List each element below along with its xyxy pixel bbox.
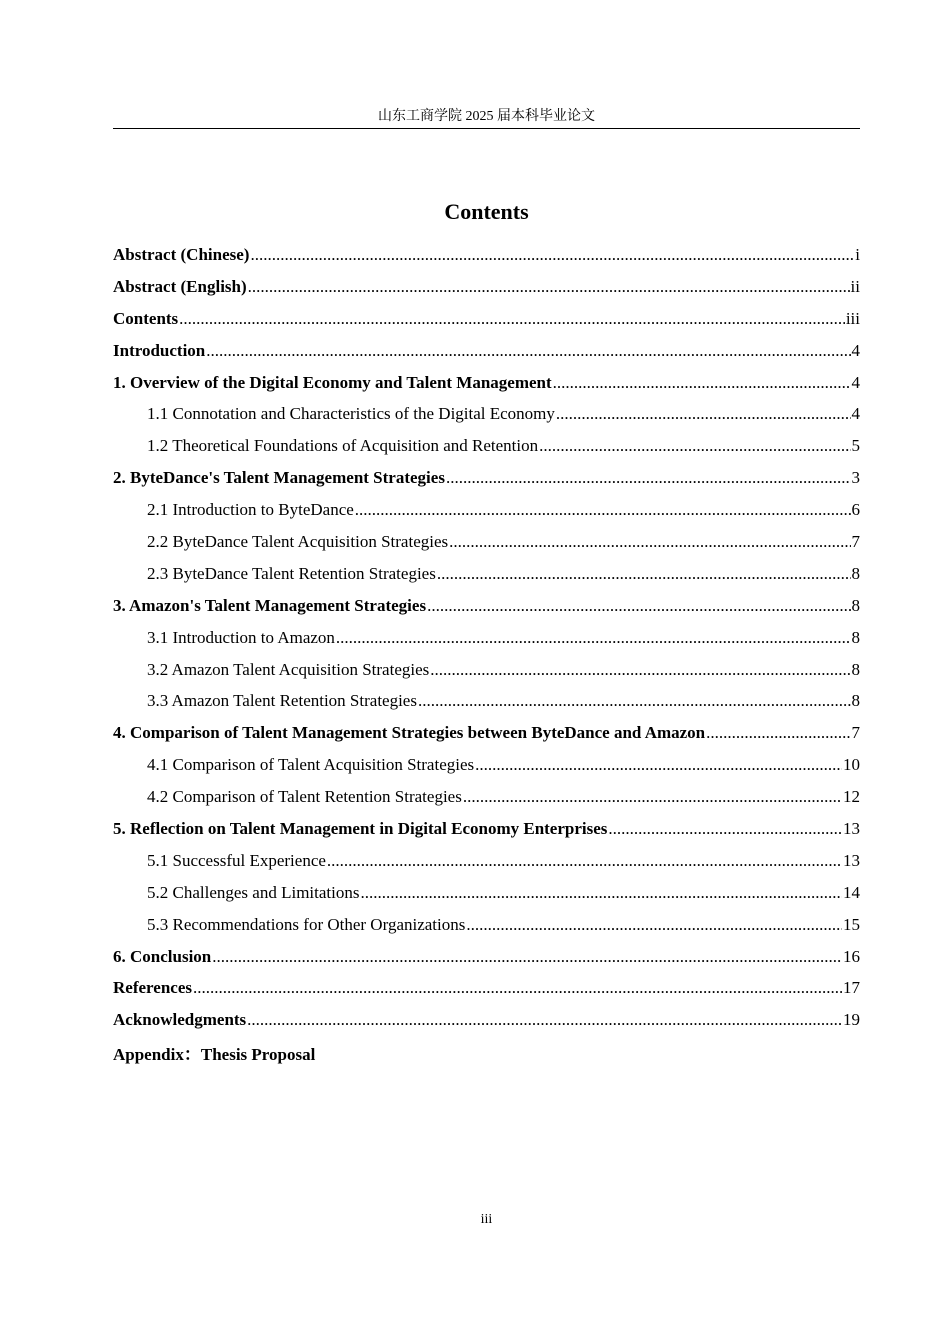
toc-dot-leader — [250, 245, 854, 265]
toc-entry-page: 16 — [843, 946, 860, 966]
toc-entry-page: 4 — [851, 340, 860, 360]
toc-entry-page: 4 — [851, 404, 860, 424]
toc-entry[interactable] — [113, 717, 860, 749]
toc-entry-page: ii — [850, 276, 860, 296]
toc-dot-leader — [248, 277, 850, 297]
toc-entry-label: Introduction — [113, 340, 206, 360]
toc-dot-leader — [553, 373, 851, 393]
toc-dot-leader — [247, 1010, 842, 1030]
toc-entry[interactable] — [113, 367, 860, 399]
toc-entry-label: 3.3 Amazon Talent Retention Strategies — [147, 691, 417, 711]
toc-entry-label: 2.1 Introduction to ByteDance — [147, 500, 354, 520]
toc-entry[interactable] — [113, 654, 860, 686]
toc-dot-leader — [608, 819, 842, 839]
toc-entry-page: 7 — [851, 723, 860, 743]
toc-entry[interactable] — [113, 494, 860, 526]
running-header: 山东工商学院 2025 届本科毕业论文 — [378, 109, 595, 124]
toc-entry-page: 12 — [843, 787, 860, 807]
toc-entry-page: 6 — [851, 500, 860, 520]
toc-entry-label: 4.2 Comparison of Talent Retention Strategies — [147, 787, 462, 807]
toc-entry-page: 8 — [851, 691, 860, 711]
toc-dot-leader — [466, 915, 842, 935]
toc-entry-label: 3.2 Amazon Talent Acquisition Strategies — [147, 659, 430, 679]
toc-entry[interactable] — [113, 239, 860, 271]
toc-entry-label: 5.3 Recommendations for Other Organizations — [147, 914, 466, 934]
toc-entry-label: 1.1 Connotation and Characteristics of the Digital Economy — [147, 404, 555, 424]
toc-entry[interactable] — [113, 877, 860, 909]
toc-dot-leader — [556, 404, 851, 424]
toc-dot-leader — [206, 341, 850, 361]
toc-entry-page: 13 — [843, 850, 860, 870]
toc-entry-label: Abstract (English) — [113, 276, 247, 296]
toc-entry[interactable] — [113, 462, 860, 494]
toc-entry[interactable] — [113, 781, 860, 813]
toc-entry[interactable] — [113, 1036, 860, 1068]
toc-entry[interactable] — [113, 590, 860, 622]
toc-entry-label: 3.1 Introduction to Amazon — [147, 627, 335, 647]
toc-entry[interactable] — [113, 813, 860, 845]
page-title: Contents — [444, 199, 529, 224]
toc-dot-leader — [446, 468, 851, 488]
header-rule — [113, 128, 860, 129]
toc-entry-label: 6. Conclusion — [113, 946, 212, 966]
toc-entry[interactable] — [113, 303, 860, 335]
toc-entry-label: 5.1 Successful Experience — [147, 850, 326, 870]
toc-entry[interactable] — [113, 749, 860, 781]
toc-dot-leader — [336, 628, 851, 648]
toc-entry-page: 8 — [851, 595, 860, 615]
toc-entry[interactable] — [113, 685, 860, 717]
toc-entry-label: 2.2 ByteDance Talent Acquisition Strategies — [147, 531, 449, 551]
toc-entry-page: 4 — [851, 372, 860, 392]
toc-entry[interactable] — [113, 271, 860, 303]
toc-entry[interactable] — [113, 558, 860, 590]
toc-entry-label: Contents — [113, 308, 179, 328]
toc-entry[interactable] — [113, 622, 860, 654]
toc-entry-page: 13 — [843, 818, 860, 838]
toc-dot-leader — [437, 564, 851, 584]
toc-entry[interactable] — [113, 941, 860, 973]
toc-dot-leader — [427, 596, 850, 616]
toc-entry-page: 7 — [851, 531, 860, 551]
toc-dot-leader — [360, 883, 842, 903]
toc-entry-page: 8 — [851, 627, 860, 647]
toc-entry-label: 4.1 Comparison of Talent Acquisition Strategies — [147, 755, 475, 775]
toc-entry[interactable] — [113, 909, 860, 941]
toc-entry-page: 8 — [851, 659, 860, 679]
toc-entry-label: 3. Amazon's Talent Management Strategies — [113, 595, 427, 615]
toc-entry[interactable] — [113, 845, 860, 877]
toc-entry-page: iii — [845, 308, 860, 328]
toc-entry-label: Acknowledgments — [113, 1010, 247, 1030]
toc-dot-leader — [430, 660, 850, 680]
toc-entry[interactable] — [113, 1004, 860, 1036]
toc-entry-page: i — [855, 244, 860, 264]
toc-dot-leader — [475, 755, 842, 775]
toc-dot-leader — [179, 309, 845, 329]
toc-entry[interactable] — [113, 335, 860, 367]
toc-dot-leader — [449, 532, 850, 552]
toc-entry-page: 5 — [851, 436, 860, 456]
toc-entry-page: 19 — [843, 1010, 860, 1030]
toc-entry-label: 4. Comparison of Talent Management Strategies between ByteDance and Amazon — [113, 723, 706, 743]
toc-entry-page: 17 — [843, 978, 860, 998]
toc-entry-page: 8 — [851, 563, 860, 583]
toc-entry-label: 2.3 ByteDance Talent Retention Strategies — [147, 563, 436, 583]
toc-entry-label: Appendix：Thesis Proposal — [113, 1044, 316, 1064]
page-number: iii — [480, 1212, 493, 1227]
toc-dot-leader — [463, 787, 842, 807]
toc-dot-leader — [355, 500, 851, 520]
toc-entry[interactable] — [113, 430, 860, 462]
toc-entry[interactable] — [113, 398, 860, 430]
table-of-contents — [113, 239, 860, 1068]
toc-entry-label: Abstract (Chinese) — [113, 244, 250, 264]
toc-entry-label: References — [113, 978, 192, 998]
toc-entry[interactable] — [113, 526, 860, 558]
toc-dot-leader — [193, 978, 842, 998]
toc-entry[interactable] — [113, 972, 860, 1004]
toc-entry-page: 10 — [843, 755, 860, 775]
toc-dot-leader — [706, 723, 850, 743]
toc-entry-label: 5.2 Challenges and Limitations — [147, 882, 360, 902]
toc-entry-label: 2. ByteDance's Talent Management Strategies — [113, 468, 445, 488]
toc-entry-label: 1.2 Theoretical Foundations of Acquisition and Retention — [147, 436, 539, 456]
toc-entry-label: 5. Reflection on Talent Management in Digital Economy Enterprises — [113, 818, 608, 838]
toc-dot-leader — [539, 436, 850, 456]
toc-entry-page: 15 — [843, 914, 860, 934]
toc-entry-page: 14 — [843, 882, 860, 902]
toc-entry-page: 3 — [851, 468, 860, 488]
toc-entry-label: 1. Overview of the Digital Economy and Talent Management — [113, 372, 552, 392]
toc-dot-leader — [327, 851, 842, 871]
toc-dot-leader — [418, 691, 851, 711]
toc-dot-leader — [212, 947, 842, 967]
